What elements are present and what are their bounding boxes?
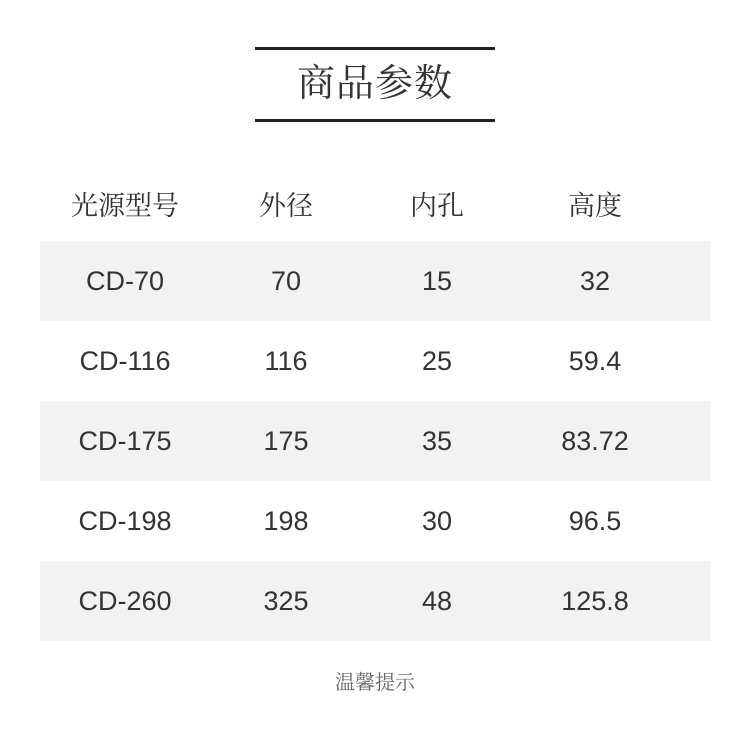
table-cell-model: CD-260 [78, 585, 172, 616]
table-cell-inner: 25 [421, 345, 453, 376]
table-cell-model: CD-175 [78, 425, 172, 456]
parameters-table [40, 165, 710, 641]
table-cell-height: 83.72 [561, 425, 629, 456]
table-cell-height: 125.8 [561, 585, 629, 616]
table-cell-model: CD-116 [79, 345, 171, 376]
section-title: 商品参数 [296, 63, 453, 105]
table-row [40, 401, 710, 481]
table-header-cell-height: 高度 [568, 190, 622, 221]
table-row [40, 481, 710, 561]
table-header-cell-inner: 内孔 [410, 190, 464, 221]
tip-label: 温馨提示 [335, 672, 415, 694]
table-header-cell-model: 光源型号 [71, 190, 179, 221]
table-cell-height: 96.5 [568, 505, 622, 536]
table-cell-outer: 325 [263, 585, 309, 616]
title-divider-bottom [255, 119, 495, 122]
table-header-cell-outer: 外径 [259, 190, 313, 221]
table-row [40, 561, 710, 641]
table-row [40, 321, 710, 401]
table-cell-inner: 48 [421, 585, 453, 616]
table-cell-height: 32 [579, 265, 611, 296]
table-cell-outer: 198 [263, 505, 309, 536]
table-cell-inner: 30 [421, 505, 453, 536]
table-header-row [40, 165, 710, 241]
table-cell-height: 59.4 [568, 345, 622, 376]
table-row [40, 241, 710, 321]
table-cell-outer: 70 [270, 265, 302, 296]
section-title-block [255, 0, 495, 122]
table-cell-inner: 35 [421, 425, 453, 456]
table-cell-model: CD-198 [78, 505, 172, 536]
table-cell-model: CD-70 [85, 265, 165, 296]
table-cell-outer: 116 [264, 345, 308, 376]
table-cell-inner: 15 [421, 265, 453, 296]
table-cell-outer: 175 [263, 425, 309, 456]
